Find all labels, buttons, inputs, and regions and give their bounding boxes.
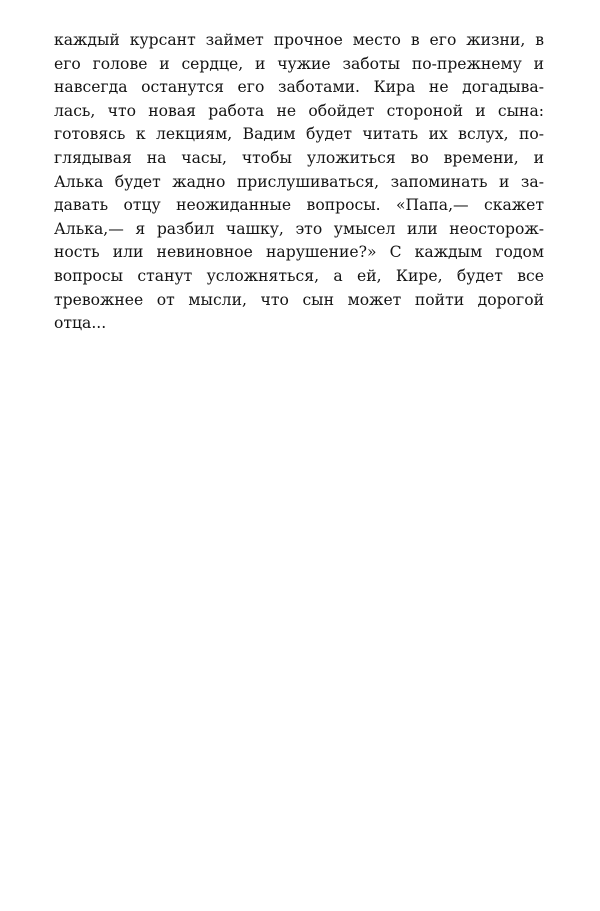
text-line-1: каждый курсант займет прочное место в его жизни, в: [54, 31, 544, 49]
text-line-9: Алька,— я разбил чашку, это умысел или неосторож-: [54, 219, 544, 238]
text-line-8: давать отцу неожиданные вопросы. «Папа,— скажет: [54, 196, 544, 215]
text-line-11: вопросы станут усложняться, а ей, Кире, будет все: [54, 266, 544, 285]
body-paragraph: [54, 29, 544, 336]
text-line-5: готовясь к лекциям, Вадим будет читать их вслух, по-: [54, 125, 544, 144]
text-line-2: его голове и сердце, и чужие заботы по-прежнему и: [54, 54, 544, 73]
text-line-6: глядывая на часы, чтобы уложиться во времени, и: [54, 148, 544, 167]
text-line-4: лась, что новая работа не обойдет стороной и сына:: [54, 101, 544, 120]
text-line-7: Алька будет жадно прислушиваться, запоминать и за-: [54, 172, 544, 191]
text-line-3: навсегда останутся его заботами. Кира не догадыва-: [54, 78, 544, 97]
text-line-12: тревожнее от мысли, что сын может пойти дорогой: [54, 290, 544, 309]
text-line-10: ность или невиновное нарушение?» С каждым годом: [54, 243, 544, 262]
text-line-13: отца...: [54, 314, 107, 333]
